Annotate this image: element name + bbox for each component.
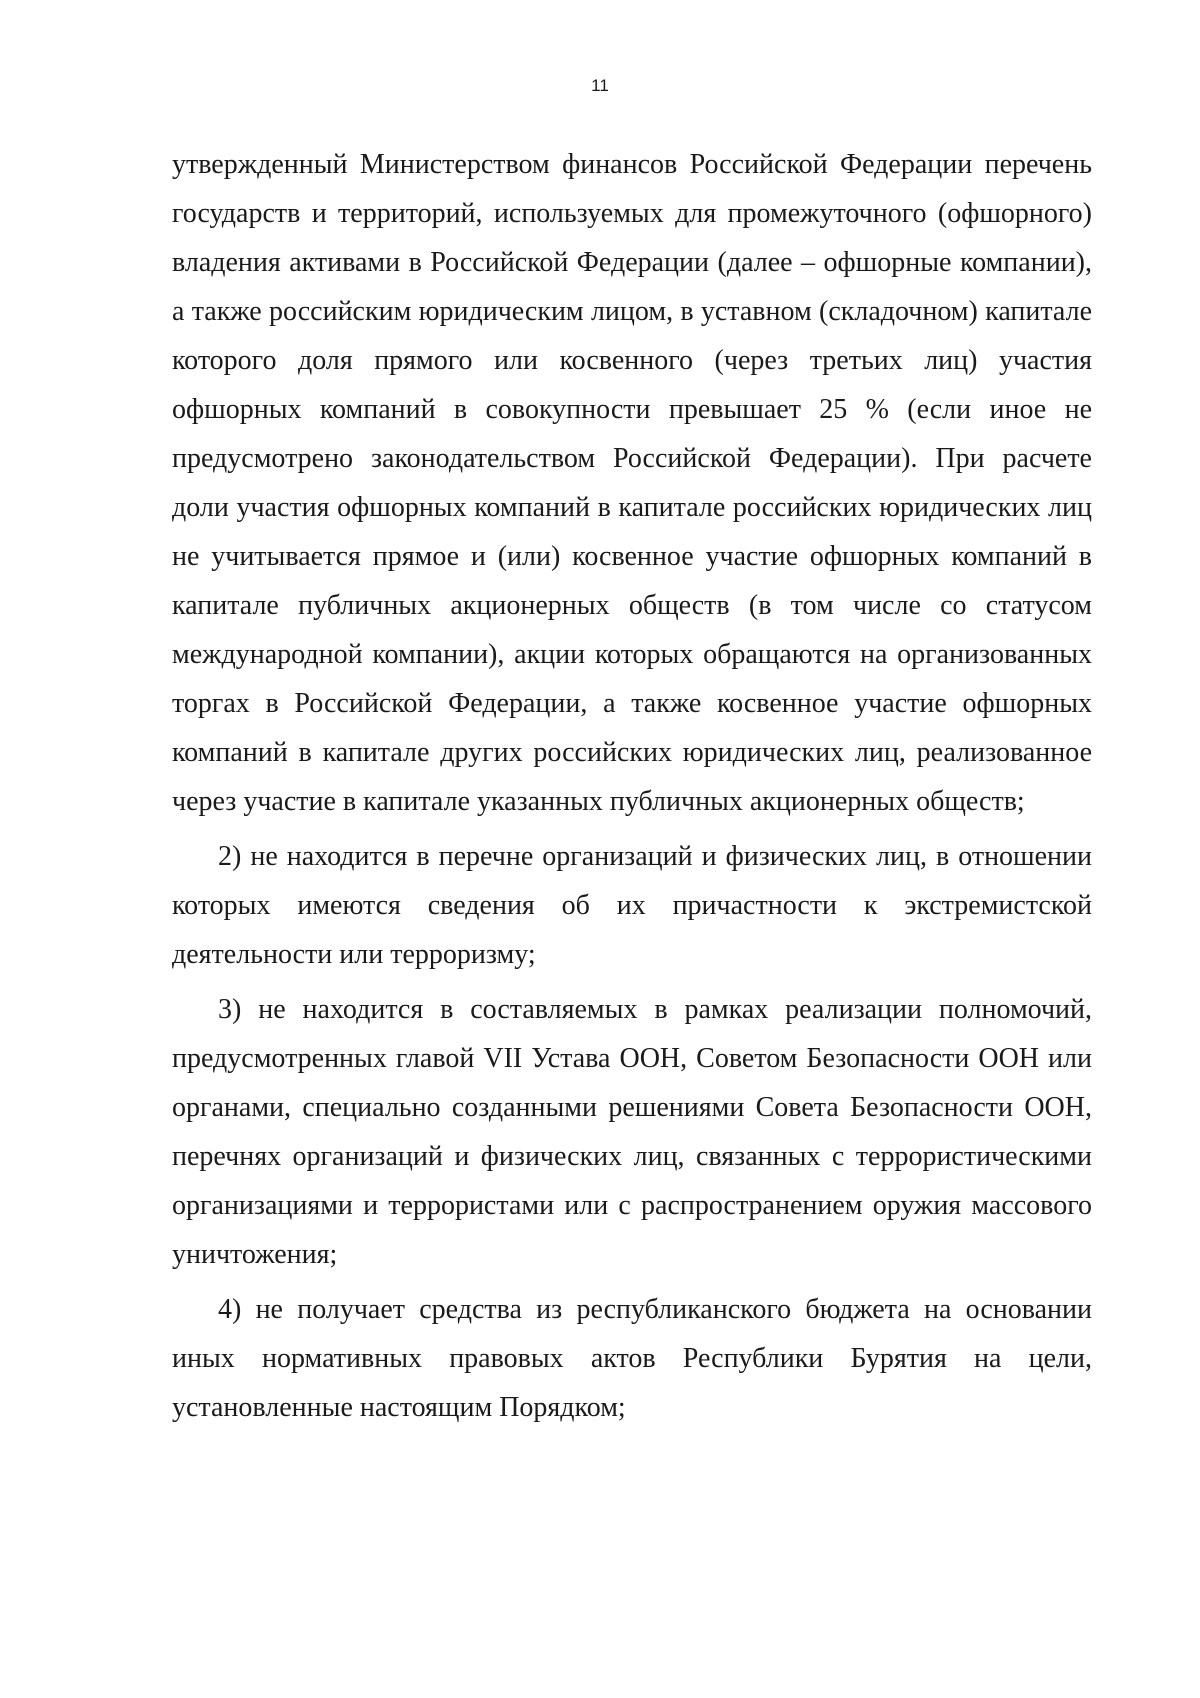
- paragraph-continuation: утвержденный Министерством финансов Российской Федерации перечень государств и территорий, используемых для промежуточного (офшорного) владения активами в Российской Федерации (далее – офшорные компании), а также российским юридическим лицом, в уставном (складочном) капитале которого доля прямого или косвенного (через третьих лиц) участия офшорных компаний в совокупности превышает 25 % (если иное не предусмотрено законодательством Российской Федерации). При расчете доли участия офшорных компаний в капитале российских юридических лиц не учитывается прямое и (или) косвенное участие офшорных компаний в капитале публичных акционерных обществ (в том числе со статусом международной компании), акции которых обращаются на организованных торгах в Российской Федерации, а также косвенное участие офшорных компаний в капитале других российских юридических лиц, реализованное через участие в капитале указанных публичных акционерных обществ;: [172, 149, 1092, 817]
- paragraph-item-4: 4) не получает средства из республиканского бюджета на основании иных нормативных правовых актов Республики Бурятия на цели, установленные настоящим Порядком;: [172, 1294, 1092, 1423]
- paragraph-item-3: 3) не находится в составляемых в рамках реализации полномочий, предусмотренных главой VII Устава ООН, Советом Безопасности ООН или органами, специально созданными решениями Совета Безопасности ООН, перечнях организаций и физических лиц, связанных с террористическими организациями и террористами или с распространением оружия массового уничтожения;: [172, 994, 1092, 1270]
- page-number: 11: [591, 76, 609, 95]
- paragraph-item-2: 2) не находится в перечне организаций и физических лиц, в отношении которых имеются сведения об их причастности к экстремистской деятельности или терроризму;: [172, 841, 1092, 970]
- document-body: [172, 140, 1092, 1432]
